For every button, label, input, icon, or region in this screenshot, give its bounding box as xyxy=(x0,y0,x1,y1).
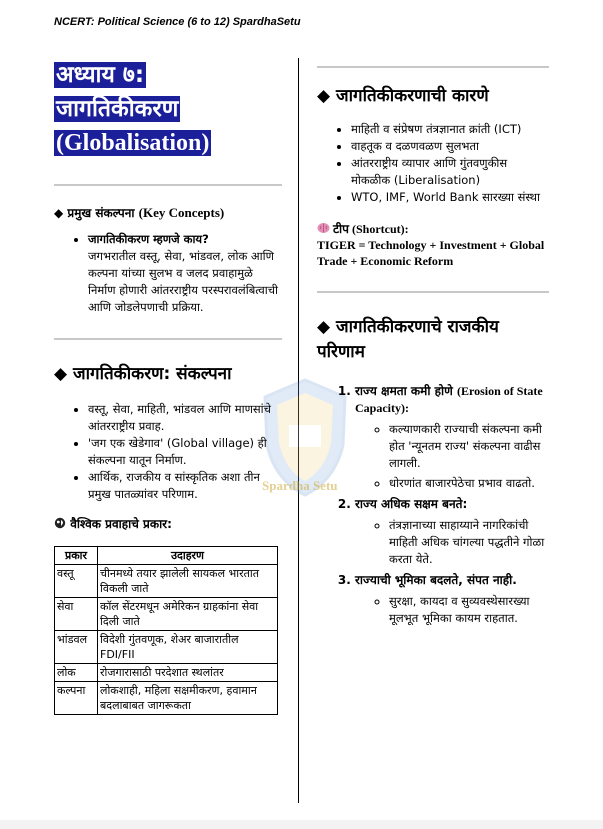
sub-list xyxy=(355,517,549,568)
section-rule xyxy=(54,338,282,340)
table-cell: रोजगारासाठी परदेशात स्थलांतर xyxy=(98,664,278,682)
table-cell: लोक xyxy=(55,664,98,682)
sub-list-item: ◦ सुरक्षा, कायदा व सुव्यवस्थेसारख्या मूलभूत भूमिका कायम राहतात. xyxy=(389,593,549,627)
section-rule xyxy=(317,66,549,68)
table-cell: वस्तू xyxy=(55,565,98,598)
table-header: प्रकार xyxy=(55,547,98,565)
table-cell: सेवा xyxy=(55,598,98,631)
page-header: NCERT: Political Science (6 to 12) SpardhaSetu xyxy=(54,16,301,28)
diamond-bullet-icon: ◆ xyxy=(54,364,68,384)
table-cell: लोकशाही, महिला सक्षमीकरण, हवामान बदलाबाबत जागरूकता xyxy=(98,682,278,715)
chapter-number: अध्याय ७: xyxy=(56,62,145,88)
table-cell: विदेशी गुंतवणूक, शेअर बाजारातील FDI/FII xyxy=(98,631,278,664)
globe-icon xyxy=(54,517,70,531)
sub-list-item: ◦ तंत्रज्ञानाच्या साहाय्याने नागरिकांची माहिती अधिक चांगल्या पद्धतीने गोळा करता येते. xyxy=(389,517,549,568)
sub-list-item: ◦ धोरणांत बाजारपेठेचा प्रभाव वाढतो. xyxy=(389,475,549,492)
table-row xyxy=(55,598,278,631)
key-concepts-heading: ◆ प्रमुख संकल्पना (Key Concepts) xyxy=(54,205,225,220)
list-item: 1. राज्य क्षमता कमी होणे (Erosion of State Capacity): ◦ कल्याणकारी राज्याची संकल्पना कमी होत 'न्यूनतम राज्य' संकल्पना वाढीस लागली. ◦ धोरणांत बाजारपेठेचा प्रभाव वाढतो. xyxy=(355,383,549,492)
watermark-text: Spardha Setu xyxy=(262,478,338,493)
list-item: • वस्तू, सेवा, माहिती, भांडवल आणि माणसांचे आंतरराष्ट्रीय प्रवाह. xyxy=(88,401,282,435)
list-item xyxy=(88,231,282,316)
key-concept-question: जागतिकीकरण म्हणजे काय? xyxy=(88,232,209,246)
list-item: • WTO, IMF, World Bank सारख्या संस्था xyxy=(351,189,549,206)
list-item: • माहिती व संप्रेषण तंत्रज्ञानात क्रांती (ICT) xyxy=(351,121,549,138)
sub-list xyxy=(355,421,549,492)
chapter-name: जागतिकीकरण xyxy=(56,96,179,122)
table-cell: चीनमध्ये तयार झालेली सायकल भारतात विकली जाते xyxy=(98,565,278,598)
list-item: • आंतरराष्ट्रीय व्यापार आणि गुंतवणुकीस मोकळीक (Liberalisation) xyxy=(351,155,549,189)
sub-list-item: ◦ कल्याणकारी राज्याची संकल्पना कमी होत 'न्यूनतम राज्य' संकल्पना वाढीस लागली. xyxy=(389,421,549,472)
table-cell: कल्पना xyxy=(55,682,98,715)
key-concepts-list xyxy=(54,231,282,316)
concept-heading: ◆ जागतिकीकरण: संकल्पना xyxy=(54,364,232,384)
sub-list xyxy=(355,593,549,627)
table-header-row xyxy=(55,547,278,565)
table-row xyxy=(55,682,278,715)
list-item: • 'जग एक खेडेगाव' (Global village) ही संकल्पना यातून निर्माण. xyxy=(88,435,282,469)
table-cell: भांडवल xyxy=(55,631,98,664)
left-column xyxy=(54,58,282,715)
diamond-bullet-icon: ◆ xyxy=(317,86,331,106)
diamond-bullet-icon: ◆ xyxy=(317,317,331,337)
brain-icon xyxy=(317,222,333,236)
table-row xyxy=(55,565,278,598)
political-effects-heading: ◆ जागतिकीकरणाचे राजकीय परिणाम xyxy=(317,317,499,362)
tip-body: TIGER = Technology + Investment + Global Trade + Economic Reform xyxy=(317,238,545,268)
table-header: उदाहरण xyxy=(98,547,278,565)
list-item: • वाहतूक व दळणवळण सुलभता xyxy=(351,138,549,155)
table-row xyxy=(55,631,278,664)
section-rule xyxy=(54,184,282,186)
right-column xyxy=(317,58,549,631)
section-rule xyxy=(317,291,549,293)
causes-list xyxy=(317,121,549,206)
list-item: 3. राज्याची भूमिका बदलते, संपत नाही. ◦ सुरक्षा, कायदा व सुव्यवस्थेसारख्या मूलभूत भूमिका कायम राहतात. xyxy=(355,572,549,627)
tip-heading: टीप (Shortcut): xyxy=(317,220,549,237)
causes-heading: ◆ जागतिकीकरणाची कारणे xyxy=(317,86,489,106)
list-item: 2. राज्य अधिक सक्षम बनते: ◦ तंत्रज्ञानाच्या साहाय्याने नागरिकांची माहिती अधिक चांगल्या पद्धतीने गोळा करता येते. xyxy=(355,496,549,568)
chapter-title xyxy=(54,58,282,160)
table-row xyxy=(55,664,278,682)
diamond-bullet-icon: ◆ xyxy=(54,206,64,220)
list-item: • आर्थिक, राजकीय व सांस्कृतिक अशा तीन प्रमुख पातळ्यांवर परिणाम. xyxy=(88,469,282,503)
chapter-name-en: (Globalisation) xyxy=(56,130,210,156)
political-effects-list xyxy=(317,383,549,627)
key-concept-definition: जगभरातील वस्तू, सेवा, भांडवल, लोक आणि कल्पना यांच्या सुलभ व जलद प्रवाहामुळे निर्माण होणारी आंतरराष्ट्रीय परस्परावलंबित्वाची आणि जोडलेपणाची प्रक्रिया. xyxy=(88,249,278,314)
table-cell: कॉल सेंटरमधून अमेरिकन ग्राहकांना सेवा दिली जाते xyxy=(98,598,278,631)
concept-list xyxy=(54,401,282,503)
flows-heading: वैश्विक प्रवाहाचे प्रकार: xyxy=(54,515,282,532)
flows-table xyxy=(54,546,278,715)
